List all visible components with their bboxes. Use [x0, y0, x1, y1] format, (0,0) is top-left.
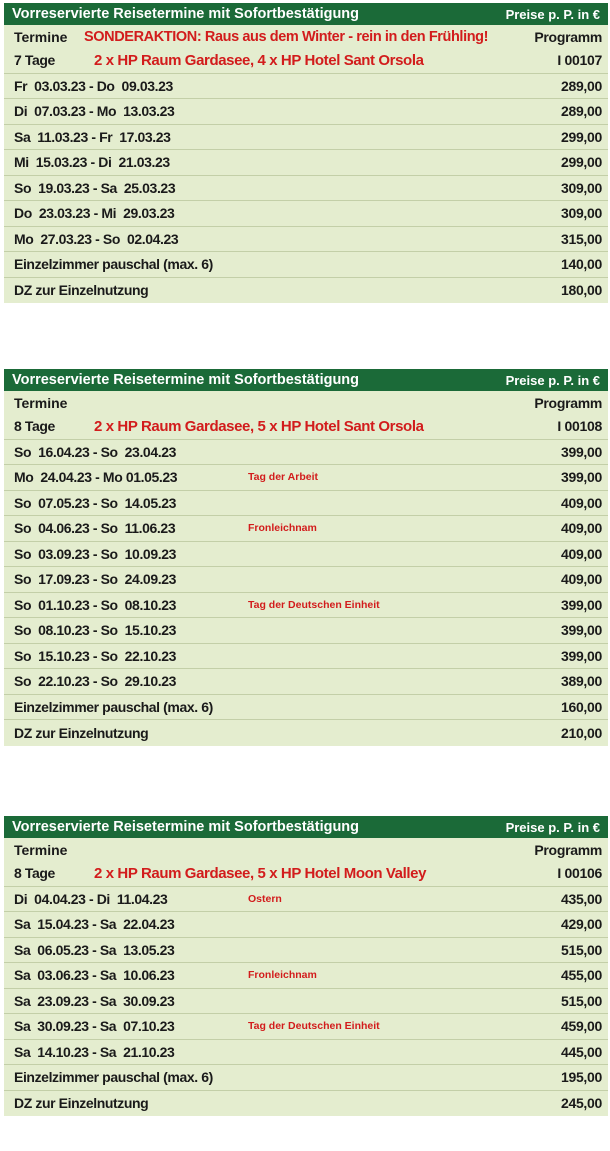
program-title: 2 x HP Raum Gardasee, 5 x HP Hotel Moon Valley: [94, 864, 427, 882]
price: 309,00: [560, 179, 602, 196]
date-row: [4, 465, 608, 491]
holiday-note: Fronleichnam: [248, 969, 317, 982]
table-header: [4, 369, 608, 391]
date-range: Sa 06.05.23 - Sa 13.05.23: [14, 941, 175, 958]
date-row: [4, 938, 608, 964]
holiday-note: Fronleichnam: [248, 522, 317, 535]
date-row: [4, 963, 608, 989]
date-range: So 08.10.23 - So 15.10.23: [14, 622, 176, 639]
extra-price: 140,00: [560, 256, 602, 273]
extra-label: DZ zur Einzelnutzung: [14, 724, 149, 741]
price: 409,00: [560, 520, 602, 537]
date-range: So 19.03.23 - Sa 25.03.23: [14, 179, 176, 196]
program-days: 8 Tage: [14, 865, 55, 882]
date-range: Fr 03.03.23 - Do 09.03.23: [14, 77, 173, 94]
price: 455,00: [560, 967, 602, 984]
program-code: I 00108: [557, 418, 602, 435]
date-row: [4, 644, 608, 670]
date-row: [4, 516, 608, 542]
date-range: Do 23.03.23 - Mi 29.03.23: [14, 205, 175, 222]
termine-label: Termine: [14, 841, 68, 858]
date-row: [4, 593, 608, 619]
header-price-note: Preise p. P. in €: [505, 819, 600, 835]
sonderaktion-text: SONDERAKTION: Raus aus dem Winter - rein in den Frühling!: [84, 28, 489, 45]
column-header-row: [4, 25, 608, 48]
date-row: [4, 491, 608, 517]
date-range: Mi 15.03.23 - Di 21.03.23: [14, 154, 170, 171]
table-header: [4, 3, 608, 25]
price: 289,00: [560, 77, 602, 94]
price-table-2: [4, 369, 608, 746]
date-range: So 16.04.23 - So 23.04.23: [14, 443, 176, 460]
price: 299,00: [560, 128, 602, 145]
date-row: [4, 440, 608, 466]
price: 315,00: [560, 230, 602, 247]
date-range: Mo 24.04.23 - Mo 01.05.23: [14, 469, 178, 486]
program-days: 7 Tage: [14, 52, 55, 69]
date-row: [4, 74, 608, 100]
date-range: So 03.09.23 - So 10.09.23: [14, 545, 176, 562]
column-header-row: [4, 838, 608, 861]
extra-label: Einzelzimmer pauschal (max. 6): [14, 1069, 213, 1086]
price: 399,00: [560, 622, 602, 639]
header-title: Vorreservierte Reisetermine mit Sofortbestätigung: [12, 819, 360, 835]
header-title: Vorreservierte Reisetermine mit Sofortbestätigung: [12, 372, 360, 388]
date-range: Sa 30.09.23 - Sa 07.10.23: [14, 1018, 175, 1035]
price: 289,00: [560, 103, 602, 120]
date-row: [4, 176, 608, 202]
extra-price: 245,00: [560, 1095, 602, 1112]
price: 309,00: [560, 205, 602, 222]
date-row: [4, 669, 608, 695]
extra-label: Einzelzimmer pauschal (max. 6): [14, 698, 213, 715]
date-row: [4, 618, 608, 644]
extra-price: 210,00: [560, 724, 602, 741]
extra-row: [4, 1091, 608, 1117]
date-range: Sa 03.06.23 - Sa 10.06.23: [14, 967, 175, 984]
header-title: Vorreservierte Reisetermine mit Sofortbestätigung: [12, 6, 360, 22]
date-range: So 01.10.23 - So 08.10.23: [14, 596, 176, 613]
date-range: Di 07.03.23 - Mo 13.03.23: [14, 103, 175, 120]
date-row: [4, 542, 608, 568]
date-range: Sa 23.09.23 - Sa 30.09.23: [14, 992, 175, 1009]
extra-row: [4, 1065, 608, 1091]
program-row: [4, 48, 608, 74]
date-row: [4, 150, 608, 176]
date-row: [4, 567, 608, 593]
extra-label: DZ zur Einzelnutzung: [14, 282, 149, 299]
price: 515,00: [560, 941, 602, 958]
price: 459,00: [560, 1018, 602, 1035]
extra-row: [4, 720, 608, 746]
extra-row: [4, 278, 608, 304]
extra-label: Einzelzimmer pauschal (max. 6): [14, 256, 213, 273]
date-row: [4, 1014, 608, 1040]
header-price-note: Preise p. P. in €: [505, 6, 600, 22]
date-row: [4, 989, 608, 1015]
extra-price: 160,00: [560, 698, 602, 715]
date-row: [4, 201, 608, 227]
price: 515,00: [560, 992, 602, 1009]
program-title: 2 x HP Raum Gardasee, 4 x HP Hotel Sant Orsola: [94, 51, 424, 69]
date-range: Sa 14.10.23 - Sa 21.10.23: [14, 1043, 175, 1060]
date-range: Sa 11.03.23 - Fr 17.03.23: [14, 128, 171, 145]
program-days: 8 Tage: [14, 418, 55, 435]
date-row: [4, 125, 608, 151]
price: 445,00: [560, 1043, 602, 1060]
price: 435,00: [560, 890, 602, 907]
date-range: So 15.10.23 - So 22.10.23: [14, 647, 176, 664]
price: 429,00: [560, 916, 602, 933]
program-row: [4, 414, 608, 440]
date-range: So 22.10.23 - So 29.10.23: [14, 673, 176, 690]
date-row: [4, 912, 608, 938]
holiday-note: Tag der Arbeit: [248, 471, 319, 484]
date-row: [4, 1040, 608, 1066]
price: 399,00: [560, 469, 602, 486]
date-row: [4, 227, 608, 253]
holiday-note: Tag der Deutschen Einheit: [248, 1020, 380, 1033]
price: 409,00: [560, 494, 602, 511]
price: 399,00: [560, 647, 602, 664]
date-range: So 07.05.23 - So 14.05.23: [14, 494, 176, 511]
extra-row: [4, 695, 608, 721]
price: 399,00: [560, 596, 602, 613]
date-row: [4, 887, 608, 913]
price-table-3: [4, 816, 608, 1116]
price: 299,00: [560, 154, 602, 171]
table-header: [4, 816, 608, 838]
price: 399,00: [560, 443, 602, 460]
extra-row: [4, 252, 608, 278]
price: 409,00: [560, 545, 602, 562]
termine-label: Termine: [14, 28, 68, 45]
program-row: [4, 861, 608, 887]
date-range: Sa 15.04.23 - Sa 22.04.23: [14, 916, 175, 933]
price: 389,00: [560, 673, 602, 690]
price-table-1: [4, 3, 608, 303]
date-range: So 04.06.23 - So 11.06.23: [14, 520, 176, 537]
date-range: So 17.09.23 - So 24.09.23: [14, 571, 176, 588]
extra-label: DZ zur Einzelnutzung: [14, 1095, 149, 1112]
date-range: Di 04.04.23 - Di 11.04.23: [14, 890, 168, 907]
program-title: 2 x HP Raum Gardasee, 5 x HP Hotel Sant Orsola: [94, 417, 424, 435]
extra-price: 195,00: [560, 1069, 602, 1086]
program-code: I 00106: [557, 865, 602, 882]
programm-label: Programm: [534, 28, 602, 45]
programm-label: Programm: [534, 841, 602, 858]
holiday-note: Ostern: [248, 892, 282, 905]
holiday-note: Tag der Deutschen Einheit: [248, 598, 380, 611]
termine-label: Termine: [14, 394, 68, 411]
date-range: Mo 27.03.23 - So 02.04.23: [14, 230, 179, 247]
extra-price: 180,00: [560, 282, 602, 299]
date-row: [4, 99, 608, 125]
program-code: I 00107: [557, 52, 602, 69]
programm-label: Programm: [534, 394, 602, 411]
header-price-note: Preise p. P. in €: [505, 372, 600, 388]
price: 409,00: [560, 571, 602, 588]
column-header-row: [4, 391, 608, 414]
